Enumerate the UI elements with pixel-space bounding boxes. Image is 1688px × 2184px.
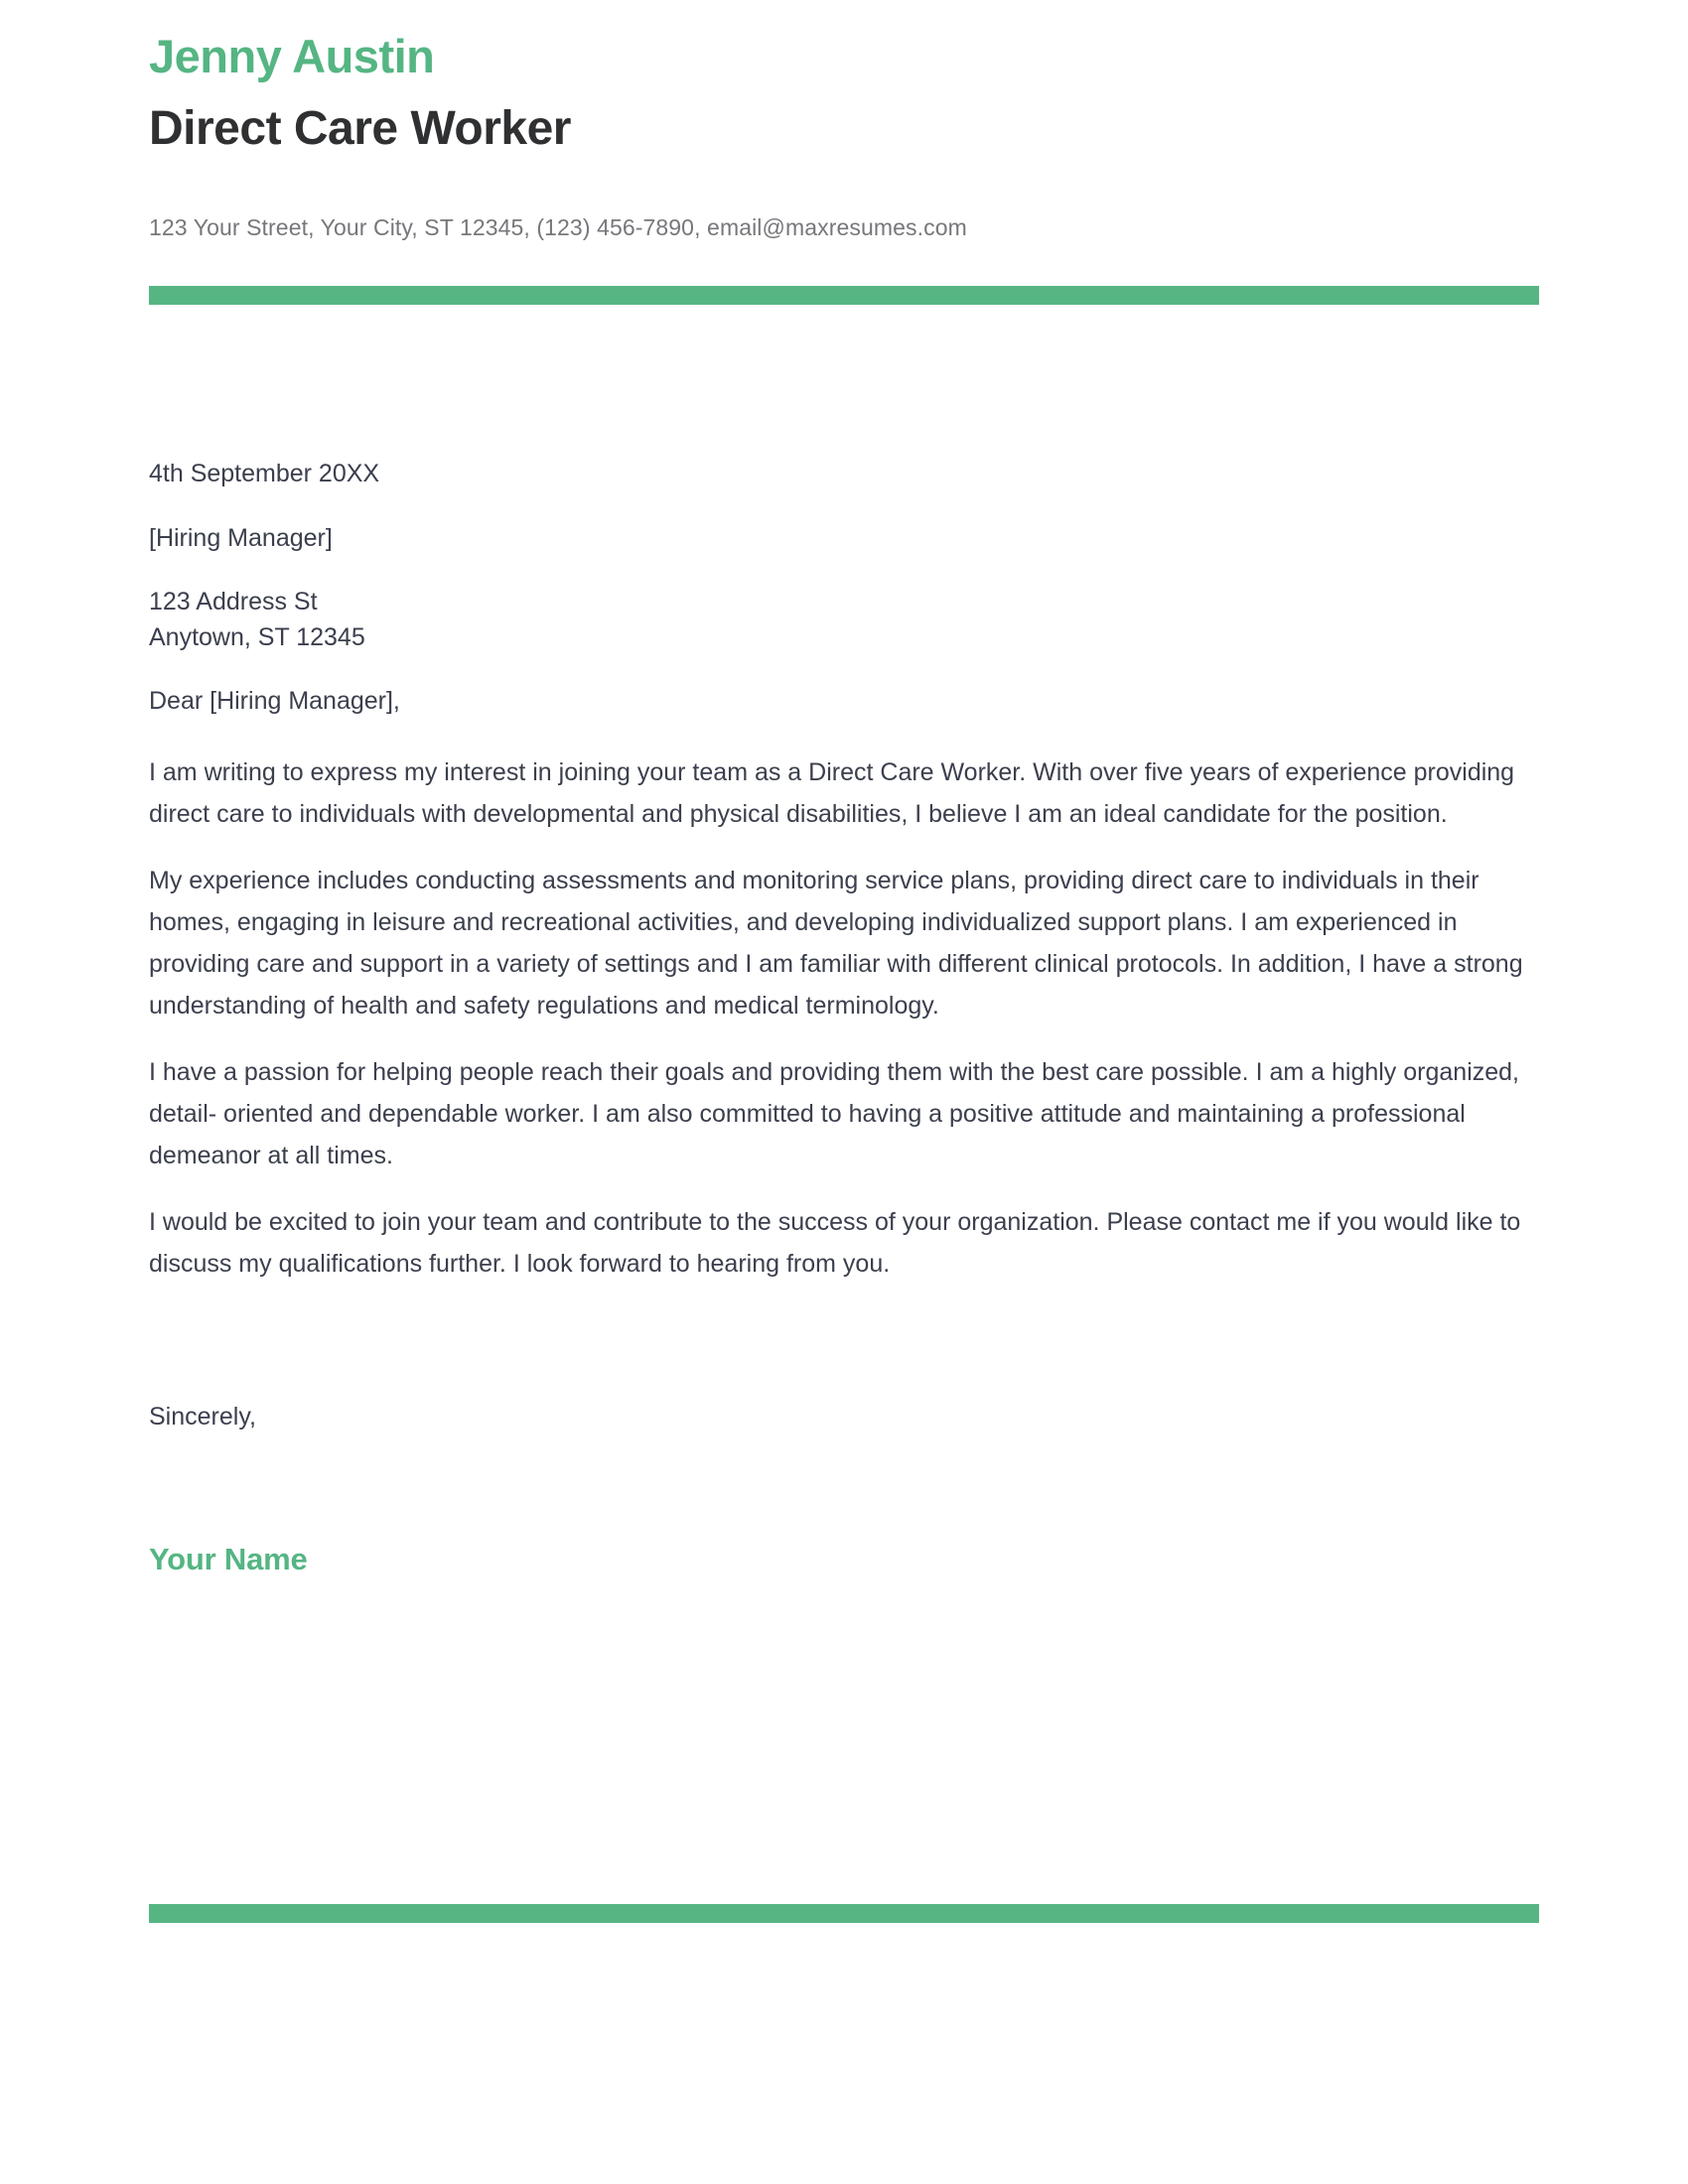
salutation: Dear [Hiring Manager], <box>149 687 400 716</box>
footer-divider-bar <box>149 1904 1539 1923</box>
candidate-name: Jenny Austin <box>149 30 435 82</box>
contact-line: 123 Your Street, Your City, ST 12345, (123) 456-7890, email@maxresumes.com <box>149 214 967 241</box>
recipient-address <box>149 585 1539 655</box>
signature-name: Your Name <box>149 1542 308 1577</box>
letter-date: 4th September 20XX <box>149 460 380 488</box>
body-paragraph-2: My experience includes conducting assessments and monitoring service plans, providing direct care to individuals in their homes, engaging in leisure and recreational activities, and developing individualized support plans. I am experienced in providing care and support in a variety of settings and I am familiar with different clinical protocols. In addition, I have a strong understanding of health and safety regulations and medical terminology. <box>149 866 1523 1020</box>
header-divider-bar <box>149 286 1539 305</box>
body-paragraph-3: I have a passion for helping people reach their goals and providing them with the best care possible. I am a highly organized, detail- oriented and dependable worker. I am also committed to having a positive attitude and maintaining a professional demeanor at all times. <box>149 1057 1520 1169</box>
recipient-address-line-1: 123 Address St <box>149 588 318 616</box>
closing-salutation: Sincerely, <box>149 1402 256 1431</box>
recipient-address-line-2: Anytown, ST 12345 <box>149 622 365 651</box>
letter-body <box>0 457 1688 1577</box>
job-title: Direct Care Worker <box>149 102 571 156</box>
body-paragraph-1: I am writing to express my interest in joining your team as a Direct Care Worker. With over five years of experience providing direct care to individuals with developmental and physical disabilities, I believe I am an ideal candidate for the position. <box>149 757 1515 828</box>
recipient-name: [Hiring Manager] <box>149 523 333 552</box>
letter-header <box>0 0 1688 243</box>
body-paragraph-4: I would be excited to join your team and contribute to the success of your organization. Please contact me if you would like to discuss my qualifications further. I look forward to hearing from you. <box>149 1207 1521 1278</box>
